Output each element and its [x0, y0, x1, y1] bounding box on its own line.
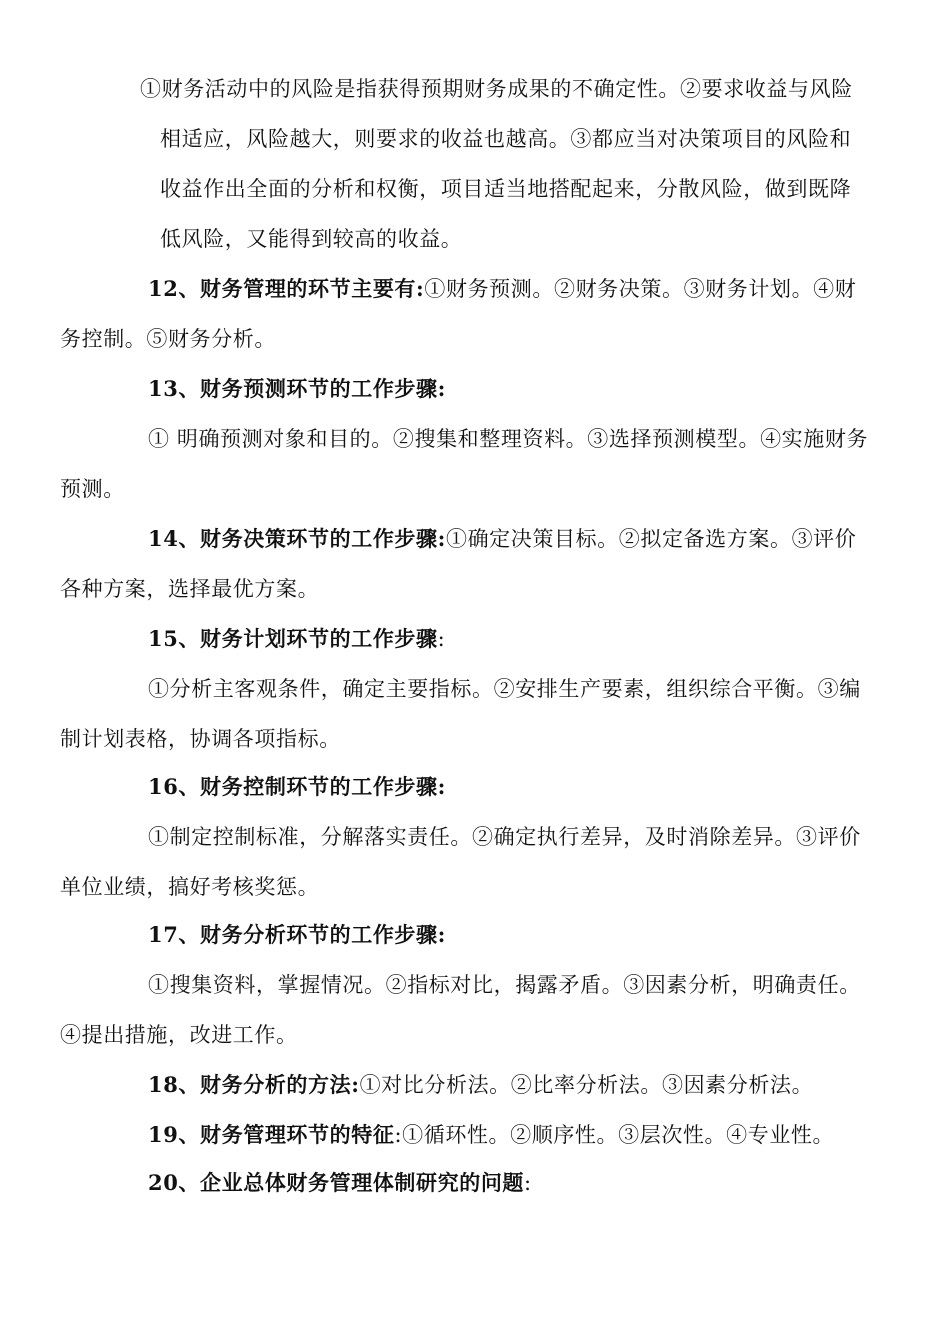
item-19-heading-suffix: : [394, 1123, 403, 1147]
item-17-heading: 17、财务分析环节的工作步骤: [148, 922, 446, 947]
item-14-line-2: 各种方案，选择最优方案。 [60, 577, 320, 601]
item-19-heading: 19、财务管理环节的特征 [148, 1122, 395, 1147]
item-19-line [148, 1120, 834, 1150]
item-15-line-1: ①分析主客观条件，确定主要指标。②安排生产要素，组织综合平衡。③编 [148, 677, 861, 701]
item-16-heading: 16、财务控制环节的工作步骤: [148, 774, 446, 799]
item-20-line [148, 1168, 532, 1198]
item-20-heading: 20、企业总体财务管理体制研究的问题 [148, 1170, 525, 1195]
item-13-line-1: ① 明确预测对象和目的。②搜集和整理资料。③选择预测模型。④实施财务 [148, 427, 869, 451]
item-17-line-1: ①搜集资料，掌握情况。②指标对比，揭露矛盾。③因素分析，明确责任。 [148, 973, 861, 997]
item-12-text: ①财务预测。②财务决策。③财务计划。④财 [424, 277, 857, 301]
item-12-line-1 [148, 274, 856, 304]
intro-line-4: 低风险，又能得到较高的收益。 [160, 227, 463, 251]
intro-line-1: ①财务活动中的风险是指获得预期财务成果的不确定性。②要求收益与风险 [140, 77, 853, 101]
intro-line-3: 收益作出全面的分析和权衡，项目适当地搭配起来，分散风险，做到既降 [160, 177, 852, 201]
item-18-heading: 18、财务分析的方法: [148, 1072, 360, 1097]
item-15-heading-suffix: : [437, 627, 446, 651]
item-18-text: ①对比分析法。②比率分析法。③因素分析法。 [359, 1073, 814, 1097]
item-13-heading: 13、财务预测环节的工作步骤: [148, 376, 446, 401]
item-14-line-1 [148, 524, 856, 554]
item-20-heading-suffix: : [524, 1171, 532, 1195]
item-17-line-2: ④提出措施，改进工作。 [60, 1023, 298, 1047]
item-19-text: ①循环性。②顺序性。③层次性。④专业性。 [402, 1123, 835, 1147]
item-15-line-2: 制计划表格，协调各项指标。 [60, 727, 341, 751]
item-14-heading: 14、财务决策环节的工作步骤: [148, 526, 446, 551]
intro-line-2: 相适应，风险越大，则要求的收益也越高。③都应当对决策项目的风险和 [160, 127, 852, 151]
item-16-line-1: ①制定控制标准，分解落实责任。②确定执行差异，及时消除差异。③评价 [148, 825, 861, 849]
item-18-line [148, 1070, 813, 1100]
item-16-line-2: 单位业绩，搞好考核奖惩。 [60, 875, 320, 899]
item-12-heading: 12、财务管理的环节主要有: [148, 276, 425, 301]
item-13-line-2: 预测。 [60, 477, 125, 501]
item-12-line-2: 务控制。⑤财务分析。 [60, 327, 276, 351]
item-15-heading-line [148, 624, 445, 654]
item-15-heading: 15、财务计划环节的工作步骤 [148, 626, 438, 651]
item-14-text: ①确定决策目标。②拟定备选方案。③评价 [445, 527, 857, 551]
